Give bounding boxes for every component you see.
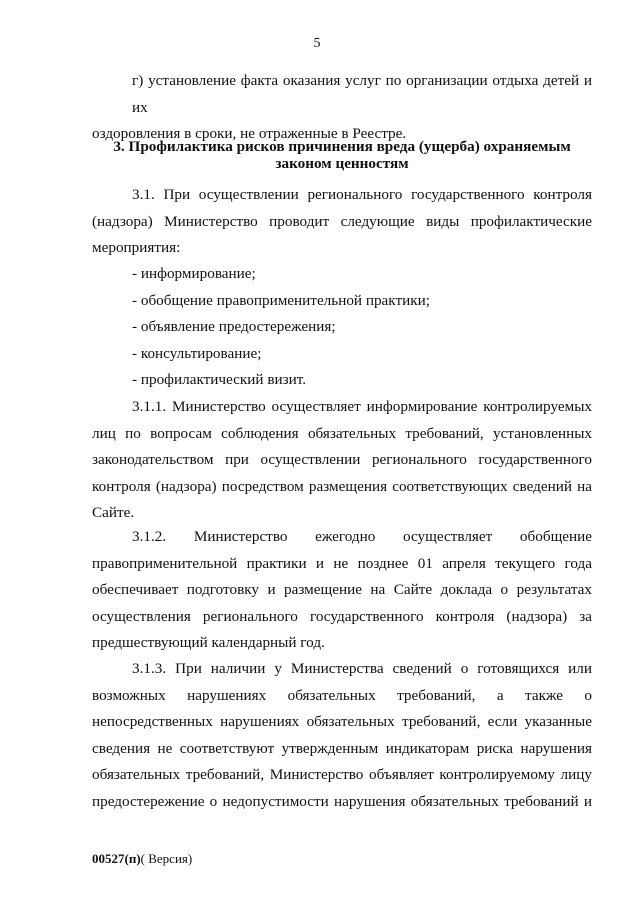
p313-line-1: 3.1.3. При наличии у Министерства сведений о готовящихся или	[132, 660, 592, 677]
p313-line-2: возможных нарушениях обязательных требований, а также о	[92, 686, 592, 704]
p313-line-4: сведения не соответствуют утвержденным индикаторам риска нарушения	[92, 739, 592, 757]
p312-line-2: правоприменительной практики и не позднее 01 апреля текущего года	[92, 554, 592, 572]
section-heading-line-2: законом ценностям	[275, 155, 409, 172]
p312-line-3: обеспечивает подготовку и размещение на Сайте доклада о результатах	[92, 581, 592, 598]
p311-line-2: лиц по вопросам соблюдения обязательных требований, установленных	[92, 424, 592, 442]
paragraph-3-1-2	[92, 524, 592, 657]
p312-line-1: 3.1.2. Министерство ежегодно осуществляет обобщение	[132, 528, 592, 545]
document-footer	[92, 851, 192, 867]
section-heading-line-1: 3. Профилактика рисков причинения вреда (ущерба) охраняемым	[113, 138, 571, 155]
page-number: 5	[313, 36, 321, 51]
p313-line-5: обязательных требований, Министерство объявляет контролируемому лицу	[92, 766, 592, 783]
footer-code: 00527(п)	[92, 851, 141, 866]
section-heading	[92, 138, 592, 172]
paragraph-3-1	[92, 182, 592, 262]
p31-line-1: 3.1. При осуществлении регионального государственного контроля	[132, 186, 592, 203]
list-item: - объявление предостережения;	[132, 318, 336, 335]
p313-line-6: предостережение о недопустимости нарушения обязательных требований и	[92, 792, 592, 810]
paragraph-3-1-3	[92, 656, 592, 815]
p311-line-5: Сайте.	[92, 504, 135, 521]
intro-line-2: оздоровления в сроки, не отраженные в Реестре.	[92, 125, 407, 142]
footer-version: ( Версия)	[140, 851, 193, 866]
measures-list	[132, 261, 592, 394]
p31-line-2: (надзора) Министерство проводит следующие виды профилактические	[92, 212, 592, 230]
p312-line-5: предшествующий календарный год.	[92, 634, 325, 651]
list-item: - обобщение правоприменительной практики;	[132, 291, 430, 309]
list-item: - информирование;	[132, 265, 256, 282]
list-item: - консультирование;	[132, 344, 262, 362]
p311-line-1: 3.1.1. Министерство осуществляет информирование контролируемых	[132, 398, 592, 415]
paragraph-3-1-1	[92, 394, 592, 527]
list-item: - профилактический визит.	[132, 371, 307, 388]
p311-line-3: законодательством при осуществлении регионального государственного	[92, 451, 592, 468]
p31-line-3: мероприятия:	[92, 239, 181, 256]
p312-line-4: осуществления регионального государственного контроля (надзора) за	[92, 607, 592, 625]
p311-line-4: контроля (надзора) посредством размещения соответствующих сведений на	[92, 477, 592, 495]
intro-paragraph	[92, 68, 592, 148]
p313-line-3: непосредственных нарушениях обязательных требований, если указанные	[92, 713, 592, 730]
intro-line-1: г) установление факта оказания услуг по организации отдыха детей и их	[132, 72, 592, 116]
